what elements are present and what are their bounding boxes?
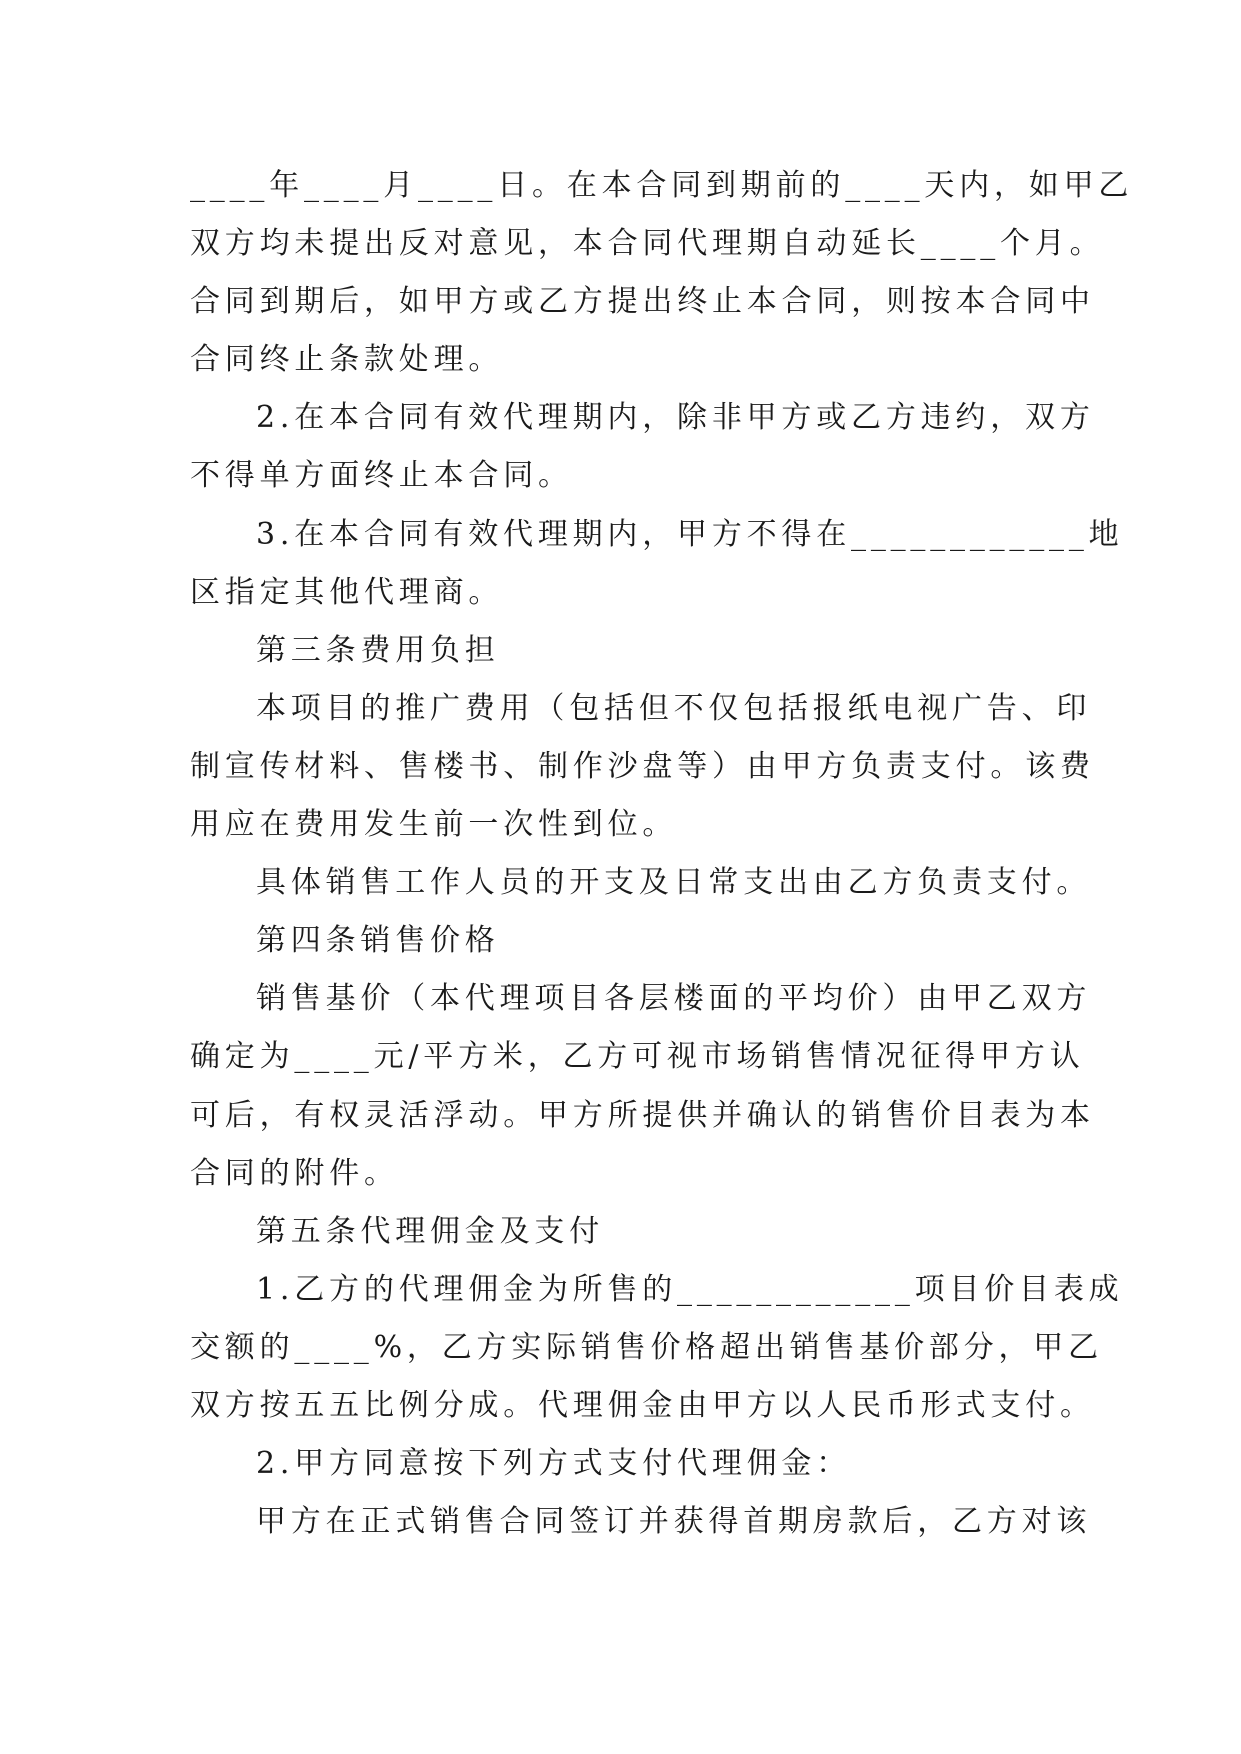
text-line: 交额的____%，乙方实际销售价格超出销售基价部分，甲乙 — [190, 1329, 1103, 1365]
text-line: 区指定其他代理商。 — [190, 574, 504, 610]
text-line: 合同终止条款处理。 — [190, 342, 504, 378]
contract-body-text — [190, 157, 1134, 1551]
text-line: ____年____月____日。在本合同到期前的____天内，如甲乙 — [190, 168, 1134, 203]
text-line: 合同到期后，如甲方或乙方提出终止本合同，则按本合同中 — [190, 284, 1095, 320]
text-line: 合同的附件。 — [190, 1155, 399, 1191]
text-line: 制宣传材料、售楼书、制作沙盘等）由甲方负责支付。该费 — [190, 748, 1095, 784]
text-line: 3.在本合同有效代理期内，甲方不得在____________地 — [256, 516, 1124, 552]
text-line: 第五条代理佣金及支付 — [256, 1213, 604, 1249]
text-line: 第三条费用负担 — [256, 632, 500, 668]
text-line: 2.在本合同有效代理期内，除非甲方或乙方违约，双方 — [256, 400, 1095, 436]
text-line: 销售基价（本代理项目各层楼面的平均价）由甲乙双方 — [256, 981, 1092, 1017]
text-line: 第四条销售价格 — [256, 923, 500, 959]
text-line: 本项目的推广费用（包括但不仅包括报纸电视广告、印 — [256, 690, 1092, 726]
text-line: 双方均未提出反对意见，本合同代理期自动延长____个月。 — [190, 226, 1105, 262]
text-line: 确定为____元/平方米，乙方可视市场销售情况征得甲方认 — [190, 1039, 1085, 1075]
text-line: 1.乙方的代理佣金为所售的____________项目价目表成 — [256, 1271, 1124, 1307]
text-line: 双方按五五比例分成。代理佣金由甲方以人民币形式支付。 — [190, 1387, 1095, 1423]
text-line: 具体销售工作人员的开支及日常支出由乙方负责支付。 — [256, 865, 1092, 901]
text-line: 可后，有权灵活浮动。甲方所提供并确认的销售价目表为本 — [190, 1097, 1095, 1133]
text-line: 甲方在正式销售合同签订并获得首期房款后，乙方对该 — [256, 1504, 1092, 1540]
text-line: 不得单方面终止本合同。 — [190, 458, 573, 494]
text-line: 用应在费用发生前一次性到位。 — [190, 807, 678, 843]
text-line: 2.甲方同意按下列方式支付代理佣金： — [256, 1446, 852, 1482]
